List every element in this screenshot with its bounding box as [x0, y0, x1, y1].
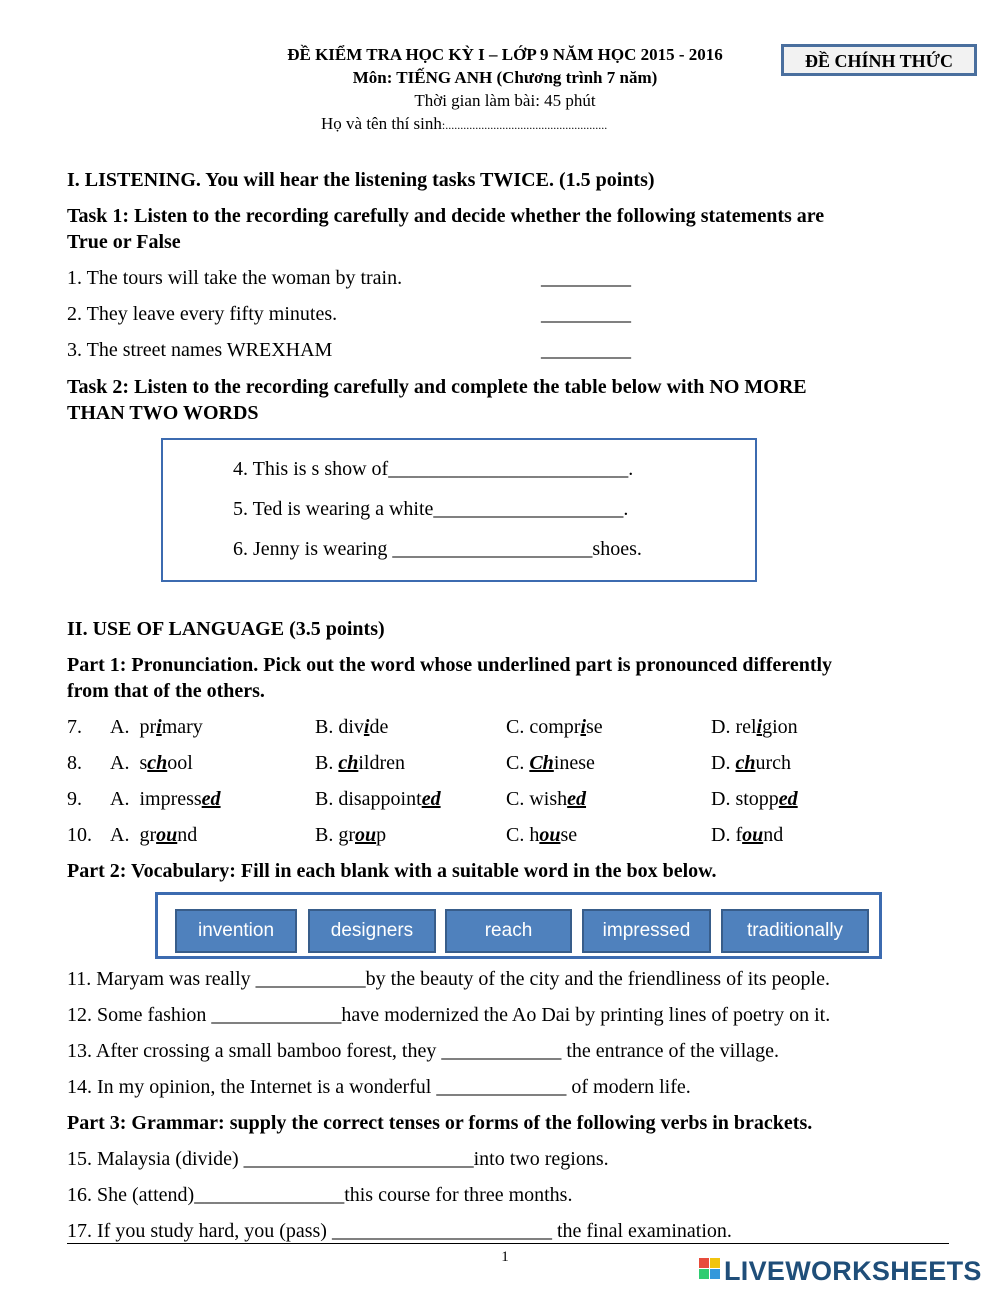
liveworksheets-logo: LIVEWORKSHEETS	[724, 1256, 982, 1286]
word-prefix: stopp	[735, 788, 779, 810]
word-prefix: s	[139, 752, 148, 774]
answer-option[interactable]	[711, 824, 783, 847]
word-prefix: h	[529, 824, 540, 846]
word-suffix: mary	[161, 716, 203, 738]
word-suffix: inese	[553, 752, 595, 774]
section-language-title: II. USE OF LANGUAGE (3.5 points)	[67, 618, 385, 640]
word-suffix: de	[369, 716, 389, 738]
grammar-item[interactable]: 17. If you study hard, you (pass) ______________________ the final examination.	[67, 1220, 732, 1242]
underlined-part: ed	[567, 788, 587, 810]
task1-title-line2: True or False	[67, 231, 181, 253]
word-prefix: gr	[338, 824, 356, 846]
option-letter: A.	[110, 788, 130, 810]
vocab-item[interactable]: 12. Some fashion _____________have modernized the Ao Dai by printing lines of poetry on it.	[67, 1004, 831, 1026]
answer-option[interactable]	[315, 752, 405, 775]
answer-option[interactable]	[506, 752, 595, 775]
liveworksheets-logo-icon	[699, 1258, 721, 1280]
answer-option[interactable]	[110, 788, 221, 811]
word-prefix: impress	[139, 788, 202, 810]
name-line	[321, 114, 607, 134]
question-number: 8.	[67, 752, 82, 774]
answer-option[interactable]	[110, 716, 203, 739]
option-letter: C.	[506, 752, 525, 774]
option-letter: A.	[110, 752, 130, 774]
option-letter: B.	[315, 716, 334, 738]
word-prefix: gr	[139, 824, 157, 846]
option-letter: B.	[315, 824, 334, 846]
footer-divider	[67, 1243, 949, 1244]
question-number: 9.	[67, 788, 82, 810]
word-suffix: urch	[755, 752, 791, 774]
option-letter: A.	[110, 824, 130, 846]
option-letter: D.	[711, 788, 731, 810]
underlined-part: ou	[539, 824, 561, 846]
word-chip[interactable]: invention	[175, 909, 297, 953]
answer-option[interactable]	[711, 716, 798, 739]
option-letter: A.	[110, 716, 130, 738]
underlined-part: ou	[355, 824, 377, 846]
exam-title: ĐỀ KIỂM TRA HỌC KỲ I – LỚP 9 NĂM HỌC 2015 - 2016	[287, 45, 723, 64]
option-letter: B.	[315, 752, 334, 774]
word-prefix: disappoint	[338, 788, 422, 810]
word-chip[interactable]: designers	[308, 909, 436, 953]
task2-item[interactable]: 5. Ted is wearing a white___________________.	[233, 498, 629, 520]
option-letter: C.	[506, 716, 525, 738]
answer-option[interactable]	[506, 716, 603, 739]
exam-time: Thời gian làm bài: 45 phút	[414, 91, 596, 110]
underlined-part: i	[156, 716, 162, 738]
word-prefix: rel	[735, 716, 757, 738]
section-listening-title: I. LISTENING. You will hear the listening tasks TWICE. (1.5 points)	[67, 169, 655, 191]
underlined-part: ou	[156, 824, 178, 846]
task2-title-line1: Task 2: Listen to the recording carefully and complete the table below with NO MORE	[67, 376, 807, 398]
task2-title-line2: THAN TWO WORDS	[67, 402, 259, 424]
word-prefix: pr	[139, 716, 157, 738]
answer-option[interactable]	[506, 788, 586, 811]
word-prefix: compr	[529, 716, 581, 738]
option-letter: B.	[315, 788, 334, 810]
exam-subject: Môn: TIẾNG ANH (Chương trình 7 năm)	[352, 68, 658, 87]
task1-title-line1: Task 1: Listen to the recording carefully and decide whether the following statements are	[67, 205, 825, 227]
page-number: 1	[501, 1249, 509, 1265]
underlined-part: Ch	[529, 752, 554, 774]
underlined-part: ed	[201, 788, 221, 810]
word-box	[155, 892, 882, 959]
option-letter: D.	[711, 824, 731, 846]
underlined-part: ou	[742, 824, 764, 846]
question-number: 10.	[67, 824, 92, 846]
vocab-item[interactable]: 13. After crossing a small bamboo forest, they ____________ the entrance of the village.	[67, 1040, 780, 1062]
word-chip[interactable]: reach	[445, 909, 572, 953]
vocab-item[interactable]: 11. Maryam was really ___________by the beauty of the city and the friendliness of its people.	[67, 968, 830, 990]
word-suffix: p	[376, 824, 387, 846]
part1-title-line2: from that of the others.	[67, 680, 265, 702]
word-chip[interactable]: traditionally	[721, 909, 869, 953]
underlined-part: ch	[735, 752, 756, 774]
vocab-item[interactable]: 14. In my opinion, the Internet is a wonderful _____________ of modern life.	[67, 1076, 691, 1098]
task1-item-blank[interactable]: _________	[541, 267, 631, 289]
underlined-part: ch	[147, 752, 168, 774]
task1-item-text: 2. They leave every fifty minutes.	[67, 303, 338, 325]
word-prefix: wish	[529, 788, 568, 810]
word-suffix: nd	[177, 824, 198, 846]
underlined-part: i	[756, 716, 763, 738]
official-stamp: ĐỀ CHÍNH THỨC	[781, 44, 977, 76]
underlined-part: i	[580, 716, 586, 738]
name-dots: :......................................................	[441, 118, 608, 132]
task1-item-blank[interactable]: _________	[541, 303, 631, 325]
option-letter: C.	[506, 788, 525, 810]
answer-option[interactable]	[110, 752, 193, 775]
option-letter: C.	[506, 824, 525, 846]
word-suffix: ildren	[358, 752, 405, 774]
task1-item-blank[interactable]: _________	[541, 339, 631, 361]
task2-item[interactable]: 4. This is s show of________________________.	[233, 458, 634, 480]
word-suffix: nd	[763, 824, 784, 846]
underlined-part: ch	[338, 752, 359, 774]
underlined-part: ed	[421, 788, 441, 810]
task2-item[interactable]: 6. Jenny is wearing ____________________shoes.	[233, 538, 642, 560]
part3-title: Part 3: Grammar: supply the correct tenses or forms of the following verbs in brackets.	[67, 1112, 813, 1134]
answer-option[interactable]	[315, 716, 388, 739]
name-label: Họ và tên thí sinh	[321, 114, 442, 133]
grammar-item[interactable]: 16. She (attend)_______________this course for three months.	[67, 1184, 573, 1206]
word-suffix: ool	[167, 752, 193, 774]
answer-option[interactable]	[711, 788, 798, 811]
word-prefix: f	[735, 824, 743, 846]
underlined-part: i	[363, 716, 370, 738]
answer-option[interactable]	[711, 752, 791, 775]
task1-item-text: 3. The street names WREXHAM	[67, 339, 333, 361]
answer-option[interactable]	[315, 824, 386, 847]
option-letter: D.	[711, 752, 731, 774]
part1-title-line1: Part 1: Pronunciation. Pick out the word whose underlined part is pronounced differently	[67, 654, 833, 676]
underlined-part: ed	[778, 788, 798, 810]
grammar-item[interactable]: 15. Malaysia (divide) _______________________into two regions.	[67, 1148, 609, 1170]
question-number: 7.	[67, 716, 82, 738]
option-letter: D.	[711, 716, 731, 738]
word-suffix: se	[586, 716, 603, 738]
task1-item-text: 1. The tours will take the woman by train.	[67, 267, 403, 289]
answer-option[interactable]	[315, 788, 441, 811]
answer-option[interactable]	[110, 824, 197, 847]
word-chip[interactable]: impressed	[582, 909, 711, 953]
word-prefix: div	[338, 716, 364, 738]
part2-title: Part 2: Vocabulary: Fill in each blank with a suitable word in the box below.	[67, 860, 717, 882]
word-suffix: gion	[762, 716, 798, 738]
answer-option[interactable]	[506, 824, 577, 847]
word-suffix: se	[560, 824, 578, 846]
